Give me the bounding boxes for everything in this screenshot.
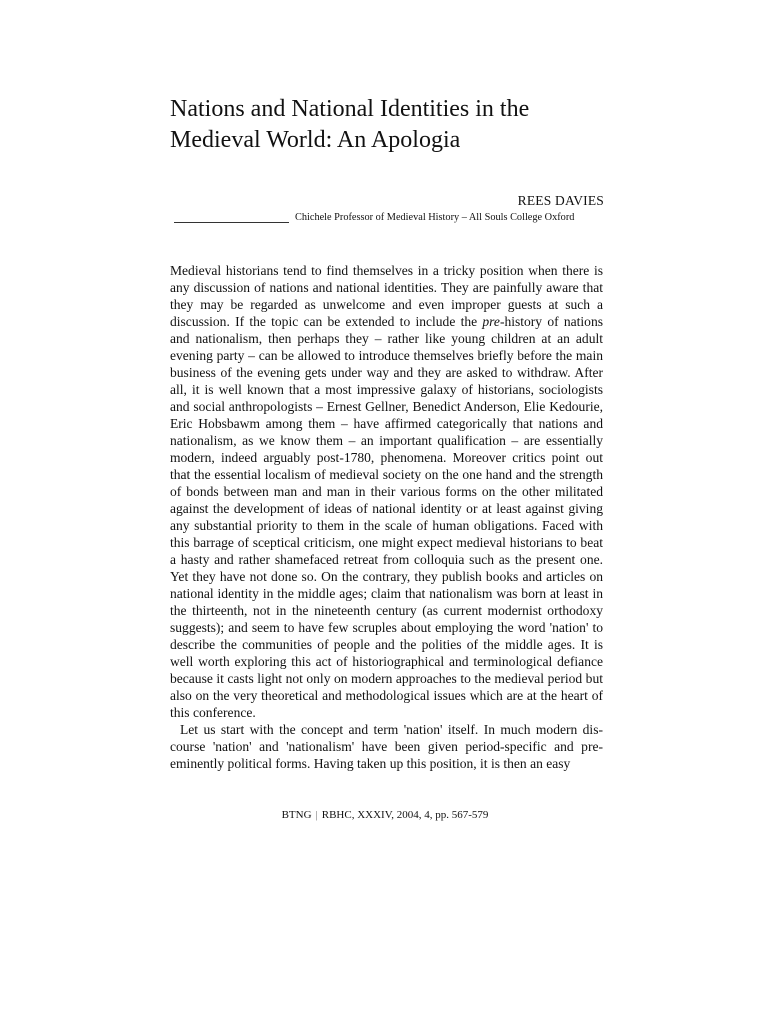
author-name: REES DAVIES <box>517 193 604 208</box>
footer-citation: RBHC, XXXIV, 2004, 4, pp. 567-579 <box>321 809 489 821</box>
paragraph-1-text-b: -history of nations and nationalism, then perhaps they – rather like young children at an adult evening party – can be allowed to introduce themselves briefly before the main business of the evening gets under way and they are asked to withdraw. After all, it is well known that a most impressive galaxy of historians, sociologists and social anthropologists – Ernest Gellner, Benedict Anderson, Elie Kedourie, Eric Hobsbawm among them – have affirmed categorically that nations and nationalism, as we know them – an important qualification – are essentially modern, indeed arguably post-1780, phenomena. Moreover critics point out that the essential localism of medieval society on the one hand and the strength of bonds between man and man in their various forms on the other militated against the development of ideas of national identity or at least against giving any substantial priority to them in the scale of human obligations. Faced with this barrage of sceptical criticism, one might expect medieval historians to beat a hasty and rather shamefaced retreat from colloquia such as the present one. Yet they have not done so. On the contrary, they publish books and articles on national identity in the middle ages; claim that nationalism was born at least in the thirteenth, not in the nineteenth century (as current modernist orthodoxy suggests); and seem to have few scruples about employing the word 'nation' to describe the communities of people and the polities of the middle ages. It is well worth exploring this act of historiographical and terminological defiance because it casts light not only on modern approaches to the medieval period but also on the very theoretical and methodological issues which are at the heart of this conference. <box>170 314 603 720</box>
body-paragraph-2: Let us start with the concept and term 'nation' itself. In much modern discourse 'nation' and 'nationalism' have been given period-specific and preeminently political forms. Having taken up this position, it is then an easy <box>170 722 603 771</box>
paragraph-1-text-a: Medieval historians tend to find themselves in a tricky position when there is any discussion of nations and national identities. They are painfully aware that they may be regarded as unwelcome and even improper guests at such a discussion. If the topic can be extended to include the <box>170 263 603 329</box>
body-paragraph-1 <box>170 262 603 721</box>
page-footer <box>0 809 770 821</box>
author-affiliation: Chichele Professor of Medieval History – All Souls College Oxford <box>295 212 575 223</box>
paragraph-1-italic: pre <box>482 314 500 329</box>
footer-separator: | <box>315 809 318 821</box>
affiliation-row <box>174 212 604 223</box>
article-body <box>170 262 603 772</box>
article-title: Nations and National Identities in the Medieval World: An Apologia <box>170 96 530 153</box>
footer-journal: BTNG <box>281 809 312 821</box>
affiliation-rule <box>174 212 289 223</box>
